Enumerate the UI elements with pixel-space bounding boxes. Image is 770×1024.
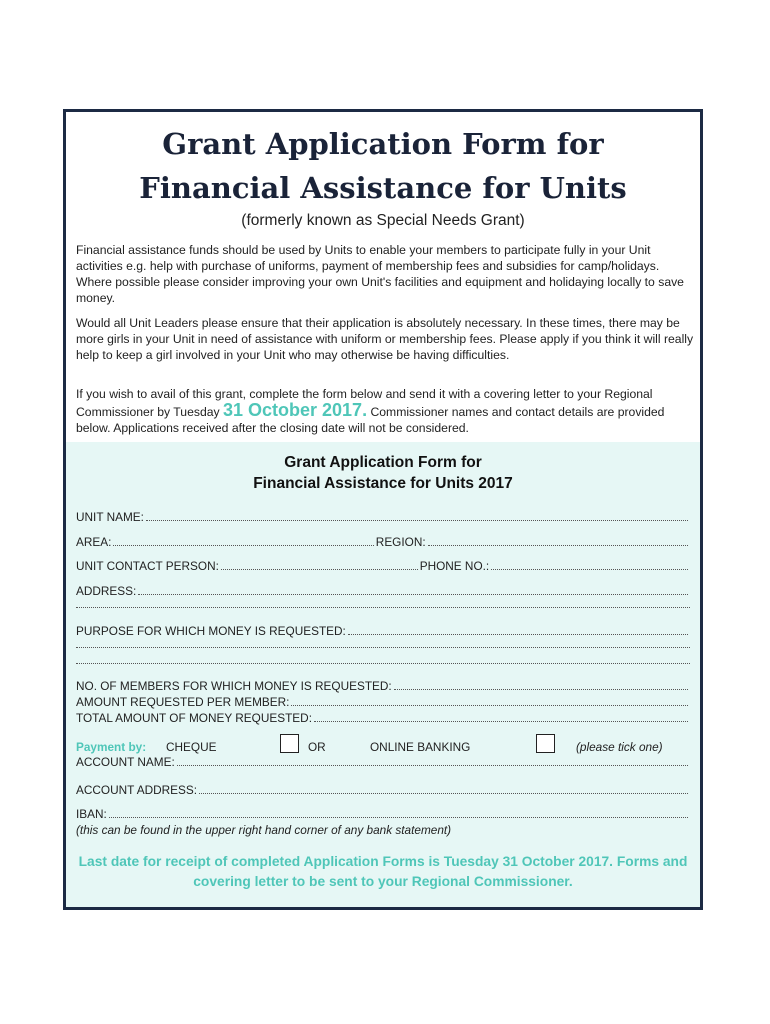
cheque-label: CHEQUE (166, 740, 217, 754)
intro-paragraph-3-start: If you wish to avail of this grant, complete the form below and send it with a covering letter to your Regional Commissioner by Tuesday (76, 387, 653, 419)
account-name-row (76, 754, 690, 770)
region-label: REGION: (375, 535, 426, 549)
cheque-checkbox[interactable] (280, 734, 299, 753)
deadline-footer: Last date for receipt of completed Application Forms is Tuesday 31 October 2017. Forms and covering letter to be sent to your Regional Commissioner. (78, 854, 688, 889)
purpose-field[interactable] (348, 623, 688, 635)
address-field[interactable] (138, 583, 688, 595)
payment-label: Payment by: (76, 740, 147, 754)
area-label: AREA: (76, 535, 112, 549)
amount-per-member-field[interactable] (291, 694, 688, 706)
account-address-field[interactable] (199, 782, 688, 794)
intro-paragraph-2: Would all Unit Leaders please ensure that their application is absolutely necessary. In these times, there may be more girls in your Unit in need of assistance with uniform or membership fees. Please apply if you think it will really help to keep a girl involved in your Unit who may otherwise be having difficulties. (76, 316, 694, 362)
iban-label: IBAN: (76, 807, 107, 821)
account-address-row (76, 782, 690, 798)
unit-name-label: UNIT NAME: (76, 510, 144, 524)
phone-label: PHONE NO.: (419, 559, 490, 573)
form-title-line1: Grant Application Form for (284, 454, 482, 471)
total-amount-row (76, 710, 690, 726)
document-title-line1: Grant Application Form for (162, 127, 604, 161)
total-amount-field[interactable] (314, 710, 688, 722)
iban-field[interactable] (109, 806, 688, 818)
contact-phone-row (76, 558, 690, 574)
form-document-frame (63, 109, 703, 910)
area-field[interactable] (113, 534, 373, 546)
intro-paragraph-1: Financial assistance funds should be used by Units to enable your members to participate fully in your Unit activities e.g. help with purchase of uniforms, payment of membership fees and subsidies for camp/holidays. Where possible please consider improving your own Unit's facilities and equipment and holidaying locally to save money. (76, 243, 684, 305)
tick-instruction: (please tick one) (576, 740, 663, 754)
unit-name-field[interactable] (146, 509, 688, 521)
members-label: NO. OF MEMBERS FOR WHICH MONEY IS REQUESTED: (76, 679, 392, 693)
unit-name-row (76, 509, 690, 525)
account-name-field[interactable] (177, 754, 688, 766)
purpose-field-line-2[interactable] (76, 646, 690, 648)
area-region-row (76, 534, 690, 550)
address-label: ADDRESS: (76, 584, 137, 598)
document-title-line2: Financial Assistance for Units (139, 171, 627, 205)
members-field[interactable] (394, 678, 688, 690)
address-row (76, 583, 690, 599)
intro-paragraph-3 (76, 386, 694, 436)
form-title-line2: Financial Assistance for Units 2017 (253, 475, 513, 492)
application-form (66, 442, 700, 907)
phone-field[interactable] (491, 558, 688, 570)
members-row (76, 678, 690, 694)
contact-person-field[interactable] (221, 558, 418, 570)
form-title (66, 452, 700, 494)
deadline-date: 31 October 2017. (222, 400, 368, 420)
document-subtitle: (formerly known as Special Needs Grant) (241, 212, 525, 229)
region-field[interactable] (428, 534, 688, 546)
account-address-label: ACCOUNT ADDRESS: (76, 783, 198, 797)
purpose-label: PURPOSE FOR WHICH MONEY IS REQUESTED: (76, 624, 346, 638)
account-name-label: ACCOUNT NAME: (76, 755, 175, 769)
iban-row (76, 806, 690, 822)
iban-note: (this can be found in the upper right hand corner of any bank statement) (76, 823, 452, 837)
purpose-row (76, 623, 690, 639)
online-banking-checkbox[interactable] (536, 734, 555, 753)
amount-per-member-label: AMOUNT REQUESTED PER MEMBER: (76, 695, 290, 709)
online-banking-label: ONLINE BANKING (370, 740, 471, 754)
purpose-field-line-3[interactable] (76, 662, 690, 664)
address-field-line-2[interactable] (76, 606, 690, 608)
contact-person-label: UNIT CONTACT PERSON: (76, 559, 219, 573)
or-label: OR (308, 740, 326, 754)
total-amount-label: TOTAL AMOUNT OF MONEY REQUESTED: (76, 711, 312, 725)
intro-paragraph-3-end: Commissioner names and contact details are provided below. Applications received after the closing date will not be considered. (76, 405, 665, 435)
document-title (66, 122, 700, 210)
amount-per-member-row (76, 694, 690, 710)
